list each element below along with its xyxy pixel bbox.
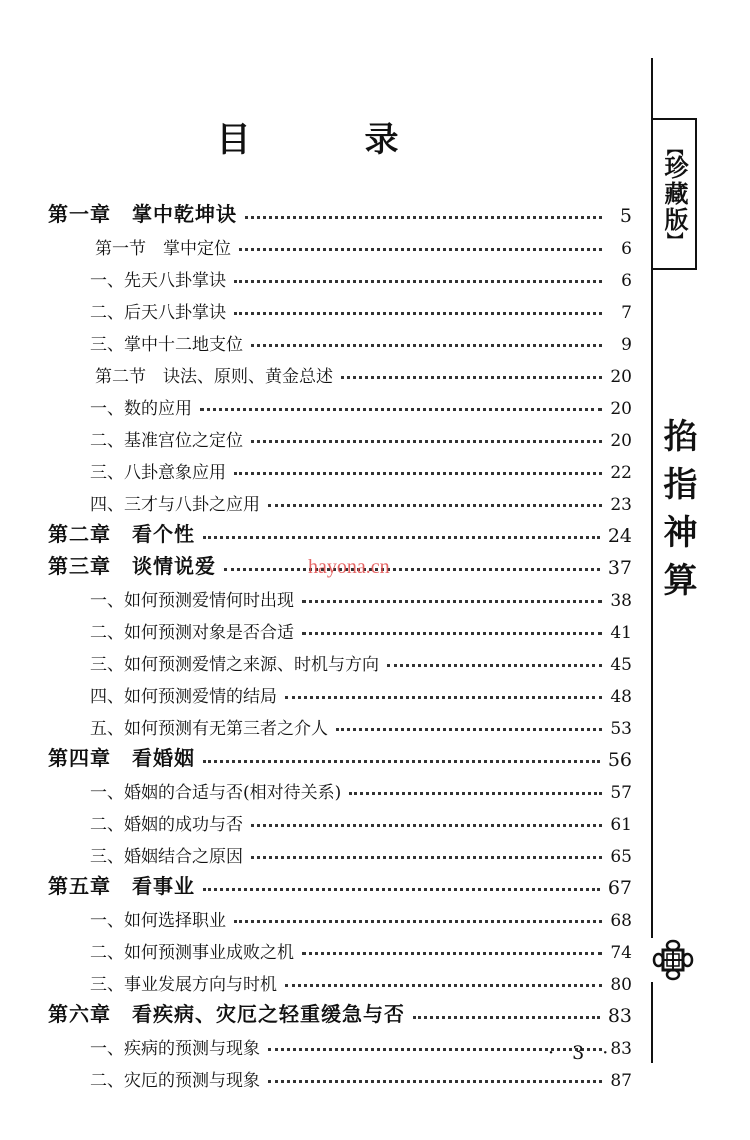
- toc-leader: [302, 952, 602, 955]
- toc-chapter-6[interactable]: [0, 995, 632, 1027]
- toc-item[interactable]: [0, 419, 632, 451]
- toc-label: 三、掌中十二地支位: [90, 335, 243, 355]
- toc-label: 第四章 看婚姻: [48, 746, 195, 770]
- toc-label: 第二章 看个性: [48, 522, 195, 546]
- toc-leader: [349, 792, 602, 795]
- toc-page-number: 83: [607, 1005, 632, 1027]
- page-title: 目 录: [216, 120, 439, 160]
- toc-label: 一、数的应用: [90, 399, 192, 419]
- toc-label: 一、如何选择职业: [90, 911, 226, 931]
- toc-label: 二、如何预测事业成败之机: [90, 943, 294, 963]
- toc-item[interactable]: [0, 323, 632, 355]
- toc-item[interactable]: [0, 835, 632, 867]
- toc-leader: [413, 1016, 600, 1019]
- toc-page-number: 20: [610, 431, 632, 451]
- toc-page-number: 9: [621, 335, 632, 355]
- toc-leader: [251, 440, 602, 443]
- toc-item[interactable]: [0, 1059, 632, 1091]
- toc-leader: [200, 408, 602, 411]
- toc-leader: [234, 472, 602, 475]
- toc-label: 第二节 诀法、原则、黄金总述: [95, 367, 333, 387]
- toc-label: 五、如何预测有无第三者之介人: [90, 719, 328, 739]
- toc-item[interactable]: [0, 643, 632, 675]
- toc-leader: [234, 312, 602, 315]
- toc-leader: [251, 824, 602, 827]
- toc-item[interactable]: [0, 259, 632, 291]
- toc-page-number: 41: [610, 623, 632, 643]
- toc-page-number: 67: [607, 877, 632, 899]
- toc-leader: [245, 216, 602, 219]
- toc-page-number: 37: [607, 557, 632, 579]
- toc-leader: [341, 376, 602, 379]
- toc-label: 一、婚姻的合适与否(相对待关系): [90, 783, 342, 803]
- toc-item[interactable]: [0, 579, 632, 611]
- toc-leader: [251, 344, 602, 347]
- toc-leader: [203, 760, 600, 763]
- toc-label: 第六章 看疾病、灾厄之轻重缓急与否: [48, 1002, 405, 1026]
- toc-page-number: 56: [607, 749, 632, 771]
- toc-page-number: 45: [610, 655, 632, 675]
- toc-page-number: 5: [619, 205, 632, 227]
- toc-leader: [268, 504, 602, 507]
- toc-item[interactable]: [0, 675, 632, 707]
- toc-item[interactable]: [0, 771, 632, 803]
- badge-bracket-close: 】: [664, 231, 684, 249]
- toc-label: 第五章 看事业: [48, 874, 195, 898]
- toc-page-number: 6: [621, 239, 632, 259]
- toc-label: 二、基准宫位之定位: [90, 431, 243, 451]
- toc-page-number: 23: [610, 495, 632, 515]
- toc-leader: [268, 1080, 602, 1083]
- toc-leader: [203, 536, 600, 539]
- toc-page-number: 61: [610, 815, 632, 835]
- toc-leader: [336, 728, 602, 731]
- toc-item[interactable]: [0, 963, 632, 995]
- toc-page-number: 48: [610, 687, 632, 707]
- toc-item[interactable]: [0, 387, 632, 419]
- watermark: hayona.cn: [308, 556, 390, 578]
- toc-page-number: 6: [621, 271, 632, 291]
- toc-item[interactable]: [0, 451, 632, 483]
- badge-bracket-open: 【: [664, 139, 684, 157]
- toc-page-number: 53: [610, 719, 632, 739]
- toc-chapter-2[interactable]: [0, 515, 632, 547]
- toc-label: 第一章 掌中乾坤诀: [48, 202, 237, 226]
- toc-leader: [234, 920, 602, 923]
- toc-leader: [251, 856, 602, 859]
- toc-chapter-5[interactable]: [0, 867, 632, 899]
- toc-item[interactable]: [0, 483, 632, 515]
- toc-label: 三、八卦意象应用: [90, 463, 226, 483]
- toc-item[interactable]: [0, 899, 632, 931]
- toc-label: 一、先天八卦掌诀: [90, 271, 226, 291]
- toc-page-number: 68: [610, 911, 632, 931]
- toc-item[interactable]: [0, 1027, 632, 1059]
- toc-page-number: 83: [610, 1039, 632, 1059]
- toc-label: 二、后天八卦掌诀: [90, 303, 226, 323]
- page-number: · 3 ·: [548, 1042, 615, 1064]
- toc-label: 一、如何预测爱情何时出现: [90, 591, 294, 611]
- toc-page-number: 24: [607, 525, 632, 547]
- toc-page-number: 74: [610, 943, 632, 963]
- toc-leader: [239, 248, 602, 251]
- toc-page-number: 65: [610, 847, 632, 867]
- toc-label: 一、疾病的预测与现象: [90, 1039, 260, 1059]
- toc-leader: [234, 280, 602, 283]
- toc-page-number: 87: [610, 1071, 632, 1091]
- toc-page-number: 20: [610, 367, 632, 387]
- toc-leader: [285, 696, 602, 699]
- toc-label: 第三章 谈情说爱: [48, 554, 216, 578]
- toc-leader: [203, 888, 600, 891]
- toc-label: 二、如何预测对象是否合适: [90, 623, 294, 643]
- toc-leader: [224, 568, 600, 571]
- book-title: 掐指神算: [657, 418, 697, 610]
- toc-item[interactable]: [0, 291, 632, 323]
- toc-section-1-1[interactable]: [0, 227, 632, 259]
- knot-ornament-icon: [651, 938, 695, 982]
- edition-badge: [653, 118, 697, 270]
- toc-page-number: 22: [610, 463, 632, 483]
- toc-label: 四、三才与八卦之应用: [90, 495, 260, 515]
- toc-label: 第一节 掌中定位: [95, 239, 231, 259]
- toc-leader: [387, 664, 602, 667]
- toc-chapter-4[interactable]: [0, 739, 632, 771]
- toc-label: 三、事业发展方向与时机: [90, 975, 277, 995]
- toc-page-number: 20: [610, 399, 632, 419]
- toc-label: 三、婚姻结合之原因: [90, 847, 243, 867]
- toc-leader: [285, 984, 602, 987]
- toc-leader: [302, 600, 602, 603]
- toc-item[interactable]: [0, 931, 632, 963]
- toc-section-1-2[interactable]: [0, 355, 632, 387]
- toc-page-number: 7: [621, 303, 632, 323]
- toc-chapter-1[interactable]: [0, 195, 632, 227]
- toc-label: 二、灾厄的预测与现象: [90, 1071, 260, 1091]
- toc-item[interactable]: [0, 611, 632, 643]
- toc-item[interactable]: [0, 803, 632, 835]
- toc-page-number: 57: [610, 783, 632, 803]
- toc-label: 二、婚姻的成功与否: [90, 815, 243, 835]
- toc-label: 三、如何预测爱情之来源、时机与方向: [90, 655, 379, 675]
- toc-page-number: 80: [610, 975, 632, 995]
- toc-item[interactable]: [0, 707, 632, 739]
- toc-leader: [302, 632, 602, 635]
- edition-badge-text: 珍藏版: [660, 155, 689, 233]
- toc-page-number: 38: [610, 591, 632, 611]
- toc-label: 四、如何预测爱情的结局: [90, 687, 277, 707]
